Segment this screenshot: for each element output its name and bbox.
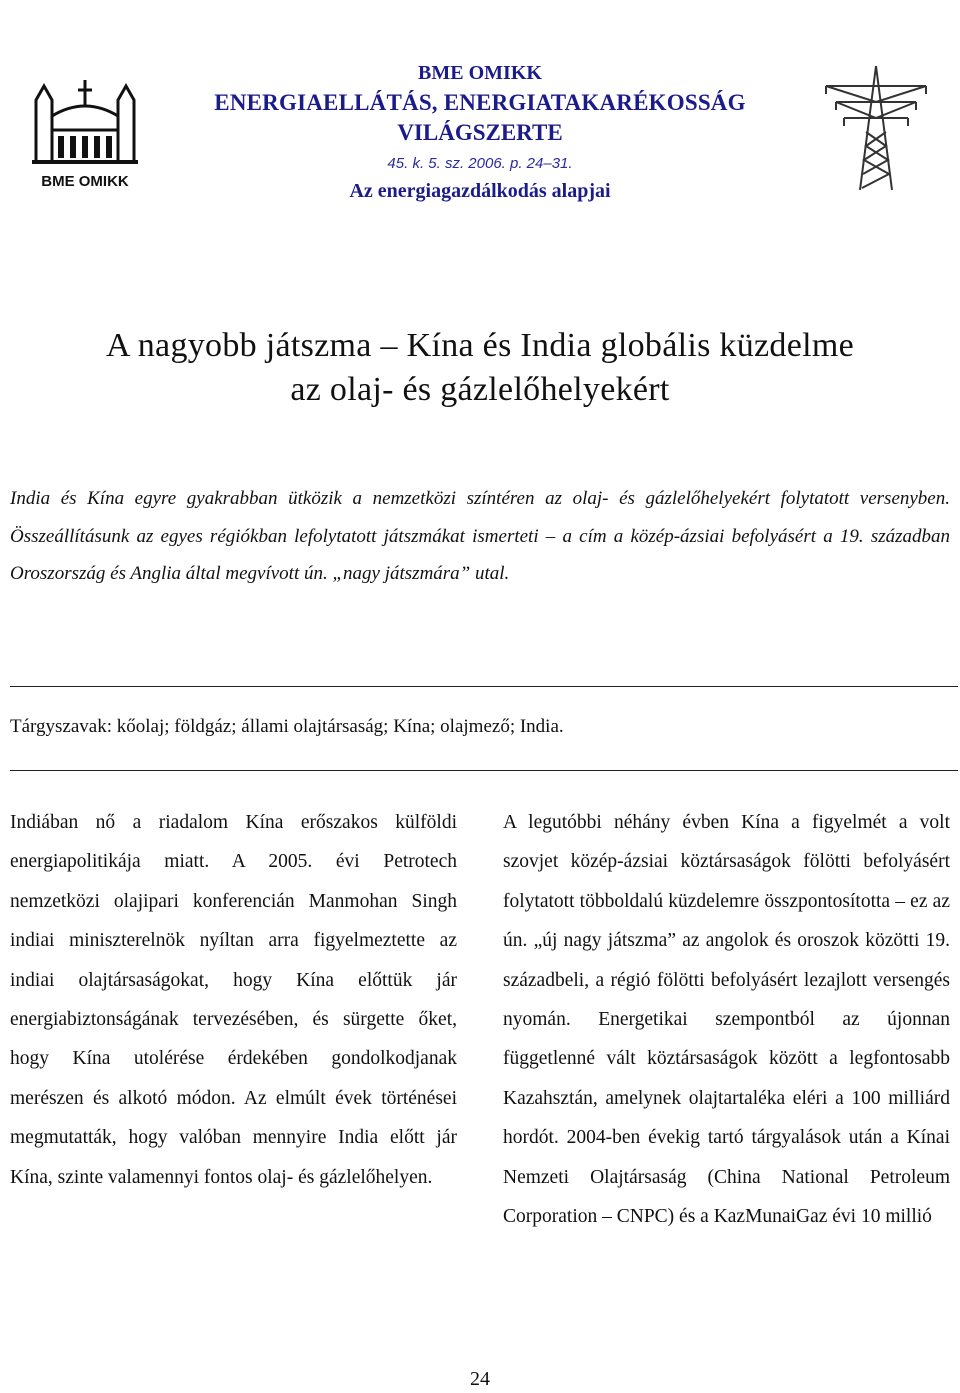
section-name: Az energiagazdálkodás alapjai xyxy=(349,180,611,202)
power-tower-icon xyxy=(806,62,946,194)
body-column-right: A legutóbbi néhány évben Kína a figyelmét a volt szovjet közép-ázsiai köztársaságok fölötti befolyásért folytatott többoldalú küzdelemre összpontosította – ez az ún. „új nagy játszma” az angolok és oroszok közötti 19. századbeli, a régió fölötti befolyásért lezajlott versengés nyomán. Energetikai szempontból az újonnan függetlenné vált köztársaságok között a legfontosabb Kazahsztán, amelynek olajtartaléka eléri a 100 milliárd hordót. 2004-ben évekig tartó tárgyalások után a Kínai Nemzeti Olajtársaság (China National Petroleum Corporation – CNPC) és a KazMunaiGaz évi 10 millió xyxy=(503,812,950,1228)
keywords-list: kőolaj; földgáz; állami olajtársaság; Kína; olajmező; India. xyxy=(116,716,564,737)
article-title xyxy=(0,324,960,412)
abstract: India és Kína egyre gyakrabban ütközik a nemzetközi színtéren az olaj- és gázlelőhelyekért folytatott versenyben. Összeállításunk az egyes régiókban lefolytatott játszmákat ismerteti – a cím a közép-ázsiai befolyásért a 19. században Oroszország és Anglia által megvívott ún. „nagy játszmára” utal. xyxy=(10,488,950,584)
divider-top xyxy=(10,686,958,687)
page-number: 24 xyxy=(470,1368,490,1390)
citation: 45. k. 5. sz. 2006. p. 24–31. xyxy=(387,155,573,172)
divider-bottom xyxy=(10,770,958,771)
article-title-line2: az olaj- és gázlelőhelyekért xyxy=(290,371,670,408)
series-title-line2: VILÁGSZERTE xyxy=(397,120,563,145)
keywords xyxy=(10,716,564,738)
article-title-line1: A nagyobb játszma – Kína és India globális küzdelme xyxy=(105,327,854,364)
publisher-name: BME OMIKK xyxy=(418,62,542,84)
keywords-label: Tárgyszavak: xyxy=(10,716,112,737)
series-title-line1: ENERGIAELLÁTÁS, ENERGIATAKARÉKOSSÁG xyxy=(214,90,746,115)
bme-omikk-logo xyxy=(28,60,142,192)
body-column-left: Indiában nő a riadalom Kína erőszakos külföldi energiapolitikája miatt. A 2005. évi Petrotech nemzetközi olajipari konferencián Manmohan Singh indiai miniszterelnök nyíltan arra figyelmeztette az indiai olajtársaságokat, hogy Kína előttük jár energiabiztonságának tervezésében, és sürgette őket, hogy Kína utolérése érdekében gondolkodjanak merészen és alkotó módon. Az elmúlt évek történései megmutatták, hogy valóban mennyire India előtt jár Kína, szinte valamennyi fontos olaj- és gázlelőhelyen. xyxy=(10,812,457,1188)
logo-text: BME OMIKK xyxy=(41,173,129,190)
